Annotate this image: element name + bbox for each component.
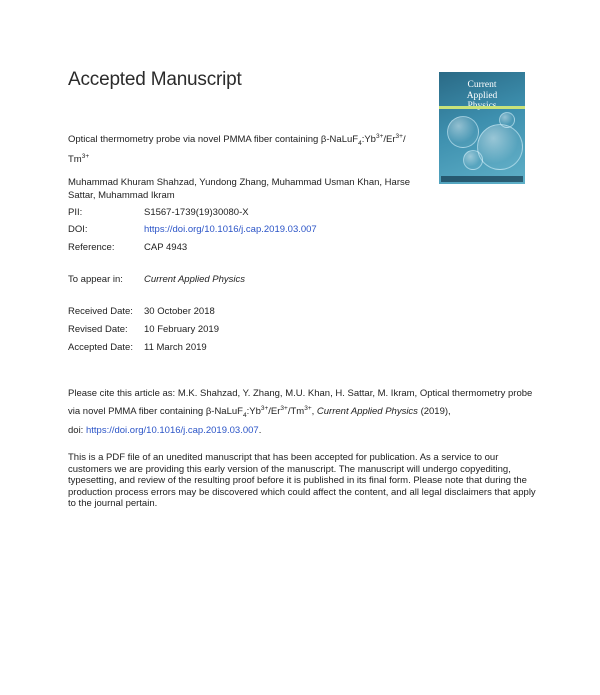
pii-label: PII: (68, 207, 83, 218)
citation-journal: Current Applied Physics (316, 406, 418, 418)
journal-cover-image (439, 72, 525, 184)
document-heading: Accepted Manuscript (68, 69, 242, 90)
doi-link[interactable]: https://doi.org/10.1016/j.cap.2019.03.007 (144, 224, 317, 235)
cover-footer (441, 176, 523, 182)
disclaimer-paragraph: This is a PDF file of an unedited manuscript that has been accepted for publication. As a service to our customers we are providing this early version of the manuscript. The manuscript will undergo copyediting, typesetting, and review of the resulting proof before it is published in its final form. Please note that during the production process errors may be discovered which could affect the content, and all legal disclaimers that apply to the journal pertain. (68, 452, 536, 510)
authors: Muhammad Khuram Shahzad, Yundong Zhang, Muhammad Usman Khan, Harse Sattar, Muhammad Ikram (68, 177, 411, 201)
received-date-value: 30 October 2018 (144, 306, 215, 317)
received-date-label: Received Date: (68, 306, 133, 317)
reference-value: CAP 4943 (144, 242, 188, 253)
accepted-date-label: Accepted Date: (68, 342, 133, 353)
accepted-date-value: 11 March 2019 (144, 342, 207, 353)
article-title: Optical thermometry probe via novel PMMA fiber containing $\beta-NaLuF_4:Yb^{3+}/Er^{3+}/$ $Tm^{3+}$ (68, 133, 406, 166)
appear-label: To appear in: (68, 274, 123, 285)
pii-value: S1567-1739(19)30080-X (144, 207, 249, 218)
cover-band (439, 106, 525, 109)
reference-label: Reference: (68, 242, 115, 253)
citation-paragraph: Please cite this article as: M.K. Shahzad, Y. Zhang, M.U. Khan, H. Sattar, M. Ikram, Optical thermometry probe via novel PMMA fiber containing $\beta-NaLuF_4:Yb^{3+}/Er^{3+}/Tm^{3+}$, Current Applied Physics (2019), doi: https://doi.org/10.1016/j.cap.2019.03.007. (68, 388, 533, 437)
cover-title: Current Applied (466, 80, 498, 101)
revised-date-value: 10 February 2019 (144, 324, 219, 335)
journal-name: Current Applied Physics (144, 274, 246, 285)
revised-date-label: Revised Date: (68, 324, 128, 335)
citation-doi-link[interactable]: https://doi.org/10.1016/j.cap.2019.03.007 (85, 425, 259, 437)
doi-label: DOI: (68, 224, 88, 235)
